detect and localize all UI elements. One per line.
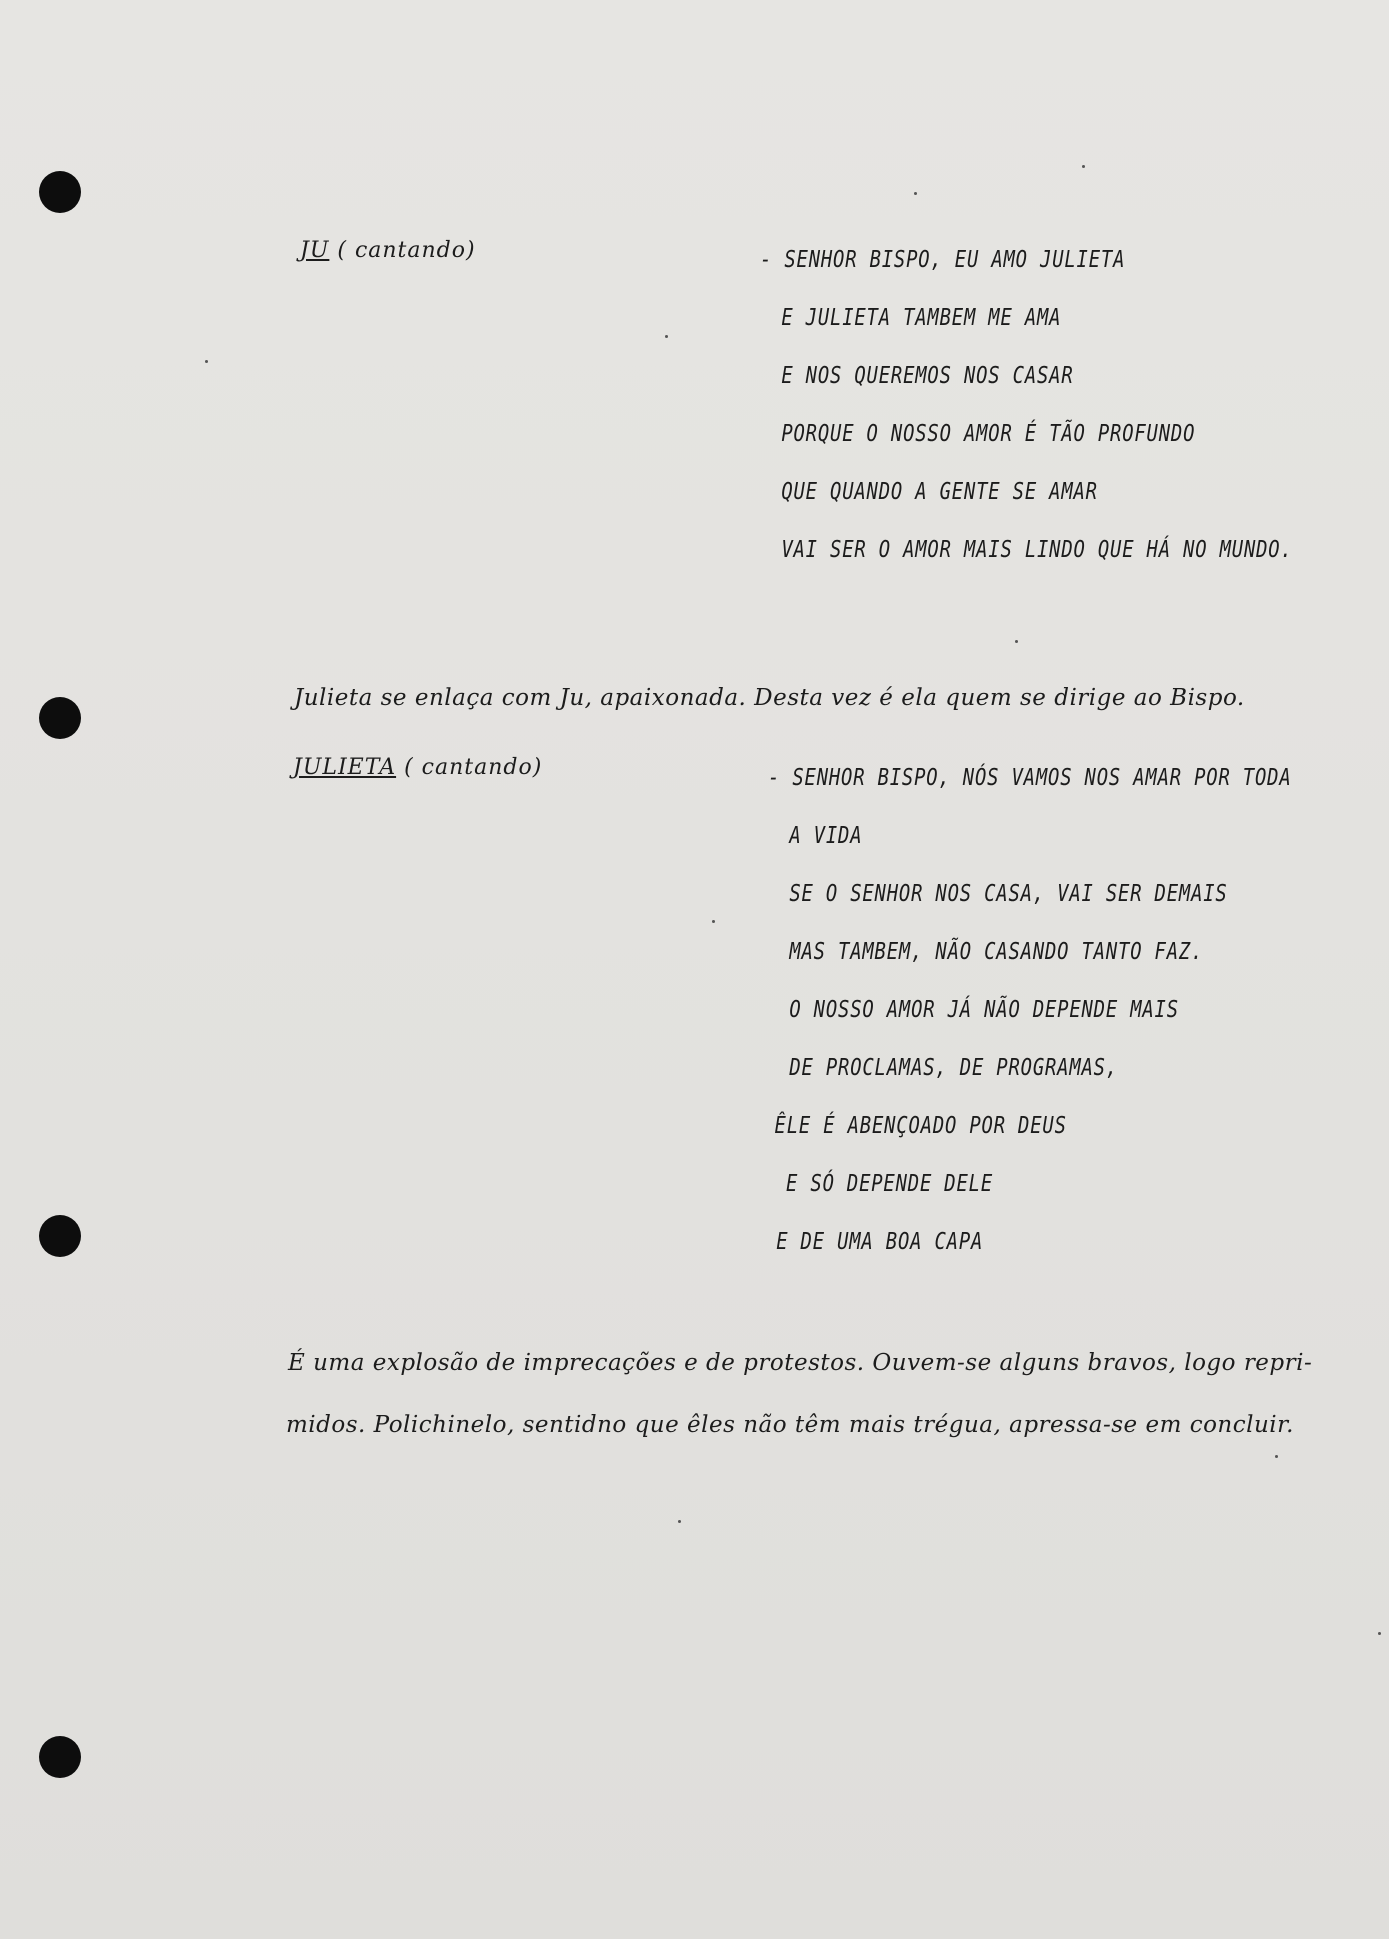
paper-speck — [1082, 165, 1085, 168]
lyric-line: - SENHOR BISPO, NÓS VAMOS NOS AMAR POR TODA — [768, 765, 1292, 791]
paper-speck — [1378, 1632, 1381, 1635]
lyric-line: VAI SER O AMOR MAIS LINDO QUE HÁ NO MUNDO. — [781, 537, 1293, 563]
paper-speck — [678, 1520, 681, 1523]
paper-speck — [712, 920, 715, 923]
lyrics-julieta — [768, 749, 1292, 1271]
lyric-line: E NOS QUEREMOS NOS CASAR — [781, 363, 1074, 389]
lyric-line: A VIDA — [789, 823, 863, 849]
lyric-line: O NOSSO AMOR JÁ NÃO DEPENDE MAIS — [789, 997, 1179, 1023]
speaker-name: JULIETA — [293, 755, 397, 780]
paper-speck — [665, 335, 668, 338]
lyric-line: E JULIETA TAMBEM ME AMA — [781, 305, 1062, 331]
binder-hole-4 — [39, 1736, 81, 1778]
speaker-julieta — [293, 755, 542, 780]
paper-speck — [1015, 640, 1018, 643]
lyric-line: PORQUE O NOSSO AMOR É TÃO PROFUNDO — [781, 421, 1196, 447]
lyric-line: SE O SENHOR NOS CASA, VAI SER DEMAIS — [789, 881, 1228, 907]
stage-direction-1: Julieta se enlaça com Ju, apaixonada. Desta vez é ela quem se dirige ao Bispo. — [294, 685, 1245, 711]
lyric-line: E DE UMA BOA CAPA — [776, 1229, 984, 1255]
speaker-name: JU — [300, 238, 330, 263]
speaker-note: ( cantando) — [337, 238, 476, 263]
binder-hole-1 — [39, 171, 81, 213]
lyric-line: DE PROCLAMAS, DE PROGRAMAS, — [789, 1055, 1119, 1081]
lyrics-ju — [760, 231, 1293, 579]
stage-direction-2-line-2: midos. Polichinelo, sentidno que êles não têm mais trégua, apressa-se em concluir. — [286, 1412, 1294, 1438]
lyric-line: MAS TAMBEM, NÃO CASANDO TANTO FAZ. — [789, 939, 1204, 965]
lyric-line: ÊLE É ABENÇOADO POR DEUS — [774, 1113, 1067, 1139]
lyric-line: QUE QUANDO A GENTE SE AMAR — [781, 479, 1098, 505]
lyric-line: E SÓ DEPENDE DELE — [786, 1171, 994, 1197]
paper-speck — [1275, 1455, 1278, 1458]
lyric-line: - SENHOR BISPO, EU AMO JULIETA — [760, 247, 1126, 273]
paper-speck — [205, 360, 208, 363]
binder-hole-3 — [39, 1215, 81, 1257]
speaker-ju — [300, 238, 476, 263]
speaker-note: ( cantando) — [404, 755, 543, 780]
stage-direction-2-line-1: É uma explosão de imprecações e de protestos. Ouvem-se alguns bravos, logo repri- — [288, 1350, 1313, 1376]
binder-hole-2 — [39, 697, 81, 739]
paper-speck — [914, 192, 917, 195]
